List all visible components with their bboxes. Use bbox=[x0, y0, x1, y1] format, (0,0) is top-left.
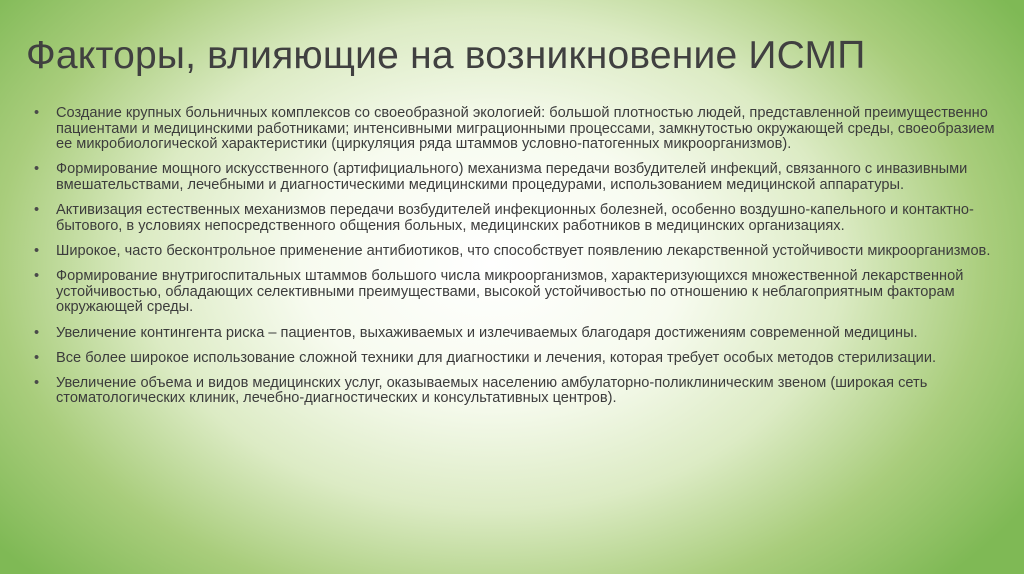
bullet-item bbox=[34, 376, 1009, 407]
bullet-item bbox=[34, 244, 1009, 260]
bullet-icon: • bbox=[34, 374, 40, 391]
bullet-item bbox=[34, 203, 1009, 234]
bullet-text: Широкое, часто бесконтрольное применение антибиотиков, что способствует появлению лекарственной устойчивости микроорганизмов. bbox=[56, 242, 991, 259]
bullet-text: Активизация естественных механизмов передачи возбудителей инфекционных болезней, особенно воздушно-капельного и контактно-бытового, в условиях непосредственного общения больных, медицинских работников в медицинских организациях. bbox=[56, 202, 974, 234]
bullet-icon: • bbox=[34, 242, 40, 259]
bullet-text: Формирование мощного искусственного (артифициального) механизма передачи возбудителей инфекций, связанного с инвазивными вмешательствами, лечебными и диагностическими медицинскими процедурами, использованием медицинской аппаратуры. bbox=[56, 161, 968, 193]
bullet-text: Все более широкое использование сложной техники для диагностики и лечения, которая требует особых методов стерилизации. bbox=[56, 349, 937, 366]
bullet-text: Увеличение контингента риска – пациентов, выхаживаемых и излечиваемых благодаря достижениям современной медицины. bbox=[56, 324, 918, 341]
bullet-text: Формирование внутригоспитальных штаммов большого числа микроорганизмов, характеризующихся множественной лекарственной устойчивостью, обладающих селективными преимуществами, высокой устойчивостью по отношению к неблагоприятным факторам окружающей среды. bbox=[56, 268, 964, 316]
bullet-list bbox=[34, 106, 1009, 417]
bullet-item bbox=[34, 269, 1009, 316]
bullet-text: Создание крупных больничных комплексов со своеобразной экологией: большой плотностью людей, представленной преимущественно пациентами и медицинскими работниками; интенсивными миграционными процессами, замкнутостью окружающей среды, своеобразием ее микробиологической характеристики (циркуляция ряда штаммов условно-патогенных микроорганизмов). bbox=[56, 105, 995, 153]
bullet-item bbox=[34, 106, 1009, 153]
bullet-icon: • bbox=[34, 105, 40, 121]
bullet-icon: • bbox=[34, 324, 40, 341]
bullet-item bbox=[34, 326, 1009, 342]
slide-title: Факторы, влияющие на возникновение ИСМП bbox=[26, 34, 866, 77]
bullet-icon: • bbox=[34, 202, 40, 219]
bullet-item bbox=[34, 351, 1009, 367]
bullet-item bbox=[34, 162, 1009, 193]
bullet-icon: • bbox=[34, 268, 40, 285]
bullet-icon: • bbox=[34, 349, 40, 366]
bullet-icon: • bbox=[34, 161, 40, 178]
bullet-text: Увеличение объема и видов медицинских услуг, оказываемых населению амбулаторно-поликлиническим звеном (широкая сеть стоматологических клиник, лечебно-диагностических и консультативных центров). bbox=[56, 374, 928, 407]
